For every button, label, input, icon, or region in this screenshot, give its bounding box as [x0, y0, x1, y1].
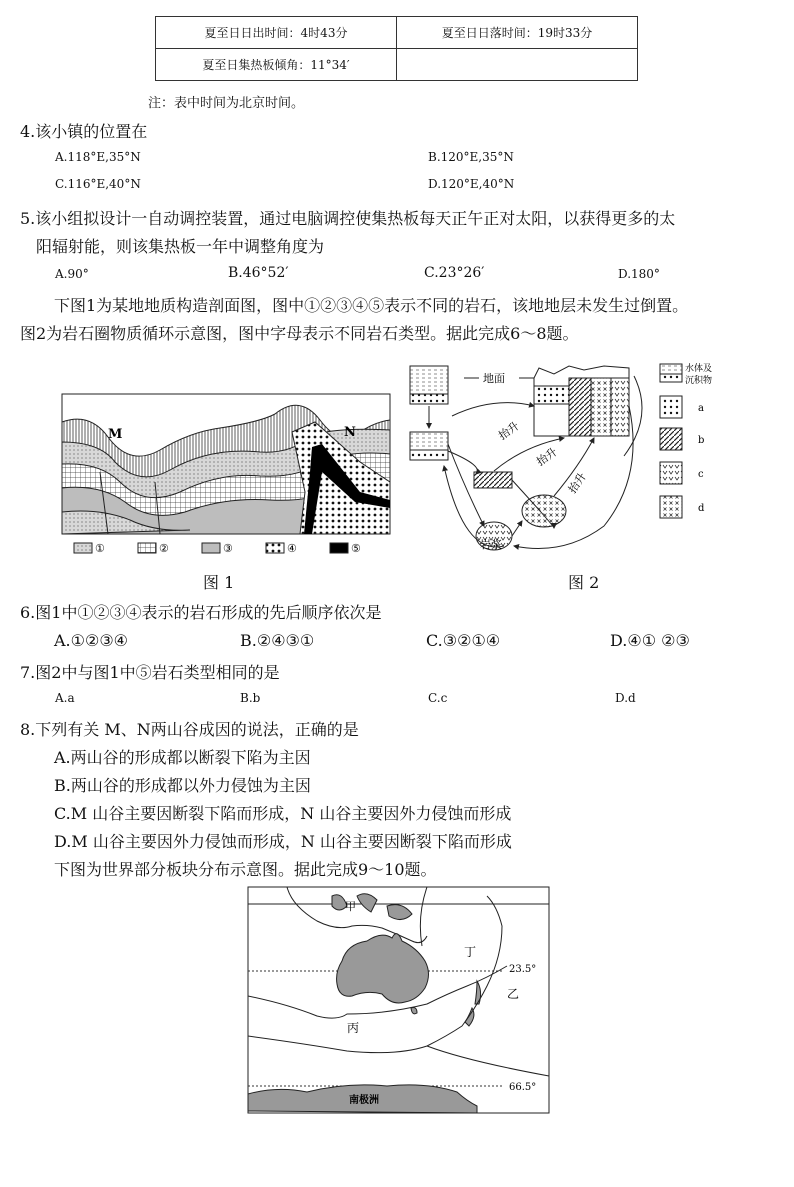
legend-swatch-a	[660, 396, 682, 418]
legend-swatch-3	[202, 543, 220, 553]
label-m: M	[108, 427, 123, 442]
map-label-bing: 丙	[347, 1021, 360, 1035]
q8-option-d: D.M 山谷主要因外力侵蚀而形成，N 山谷主要因断裂下陷而形成	[54, 832, 512, 851]
uplift-label-1: 抬升	[496, 419, 522, 443]
latitude-23-5: 23.5°	[509, 964, 537, 975]
uplift-label-2: 抬升	[534, 445, 560, 469]
q6-option-b: B.②④③①	[240, 631, 315, 650]
legend-label-1: ①	[95, 542, 105, 555]
q6-option-a: A.①②③④	[54, 631, 129, 650]
plate-map	[247, 886, 550, 1114]
q8-option-b: B.两山谷的形成都以外力侵蚀为主因	[54, 776, 311, 795]
question-5-stem-line2: 阳辐射能，则该集热板一年中调整角度为	[36, 237, 325, 256]
question-5-stem-line1: 5.该小组拟设计一自动调控装置，通过电脑调控使集热板每天正午正对太阳，以获得更多的太	[20, 209, 676, 228]
legend-swatch-d	[660, 496, 682, 518]
q5-option-d: D.180°	[618, 267, 660, 281]
legend-label-3: ③	[223, 542, 233, 555]
q4-option-b: B.120°E,35°N	[428, 150, 514, 164]
intro-6-8-line2: 图2为岩石圈物质循环示意图，图中字母表示不同岩石类型。据此完成6～8题。	[20, 324, 579, 343]
q5-option-b: B.46°52′	[228, 265, 289, 281]
map-label-yi: 乙	[507, 987, 520, 1001]
legend-label-4: ④	[287, 542, 297, 555]
magma-label: 岩浆	[480, 538, 502, 551]
legend-label-a: a	[698, 403, 704, 414]
map-label-ding: 丁	[464, 945, 477, 959]
table-cell: 夏至日日出时间：4时43分	[156, 17, 397, 49]
q7-option-b: B.b	[240, 691, 261, 705]
table-cell	[397, 49, 638, 81]
label-n: N	[344, 425, 356, 440]
legend-swatch-1	[74, 543, 92, 553]
table-note: 注：表中时间为北京时间。	[148, 96, 305, 111]
table-cell: 夏至日集热板倾角：11°34′	[156, 49, 397, 81]
question-6-stem: 6.图1中①②③④表示的岩石形成的先后顺序依次是	[20, 603, 382, 622]
question-4-stem: 4.该小镇的位置在	[20, 122, 148, 141]
q6-option-c: C.③②①④	[426, 631, 501, 650]
question-7-stem: 7.图2中与图1中⑤岩石类型相同的是	[20, 663, 280, 682]
q7-option-c: C.c	[428, 691, 448, 705]
legend-water-base	[660, 374, 682, 382]
question-8-stem: 8.下列有关 M、N两山谷成因的说法，正确的是	[20, 720, 359, 739]
q5-option-a: A.90°	[55, 267, 89, 281]
legend-label-5: ⑤	[351, 542, 361, 555]
q8-option-c: C.M 山谷主要因断裂下陷而形成，N 山谷主要因外力侵蚀而形成	[54, 804, 512, 823]
ground-label: 地面	[483, 372, 505, 385]
legend-label-b: b	[698, 435, 705, 446]
q7-option-a: A.a	[55, 691, 75, 705]
uplift-label-3: 抬升	[565, 470, 590, 496]
antarctica-label: 南极洲	[349, 1095, 379, 1106]
legend-swatch-5	[330, 543, 348, 553]
q4-option-a: A.118°E,35°N	[55, 150, 141, 164]
latitude-66-5: 66.5°	[509, 1082, 537, 1093]
legend-sediment-label: 沉积物	[685, 376, 713, 386]
figure-2-rock-cycle	[404, 356, 714, 566]
legend-label-d: d	[698, 503, 705, 514]
map-label-jia: 甲	[345, 900, 356, 913]
figure-1-caption: 图 1	[203, 573, 235, 592]
figure-1-geologic-section	[60, 392, 395, 562]
legend-water	[660, 364, 682, 374]
legend-swatch-4	[266, 543, 284, 553]
legend-label-2: ②	[159, 542, 169, 555]
legend-swatch-c	[660, 462, 682, 484]
info-table	[155, 16, 638, 81]
intro-9-10: 下图为世界部分板块分布示意图。据此完成9～10题。	[54, 860, 437, 879]
q8-option-a: A.两山谷的形成都以断裂下陷为主因	[54, 748, 311, 767]
table-cell: 夏至日日落时间：19时33分	[397, 17, 638, 49]
q6-option-d: D.④① ②③	[610, 631, 690, 650]
q5-option-c: C.23°26′	[424, 265, 485, 281]
figure-2-caption: 图 2	[568, 573, 600, 592]
intro-6-8-line1: 下图1为某地地质构造剖面图，图中①②③④⑤表示不同的岩石，该地地层未发生过倒置。	[54, 296, 689, 315]
legend-water-label: 水体及	[685, 364, 713, 374]
legend-swatch-b	[660, 428, 682, 450]
legend-swatch-2	[138, 543, 156, 553]
q4-option-d: D.120°E,40°N	[428, 177, 515, 191]
q7-option-d: D.d	[615, 691, 636, 705]
legend-label-c: c	[698, 469, 704, 480]
q4-option-c: C.116°E,40°N	[55, 177, 141, 191]
